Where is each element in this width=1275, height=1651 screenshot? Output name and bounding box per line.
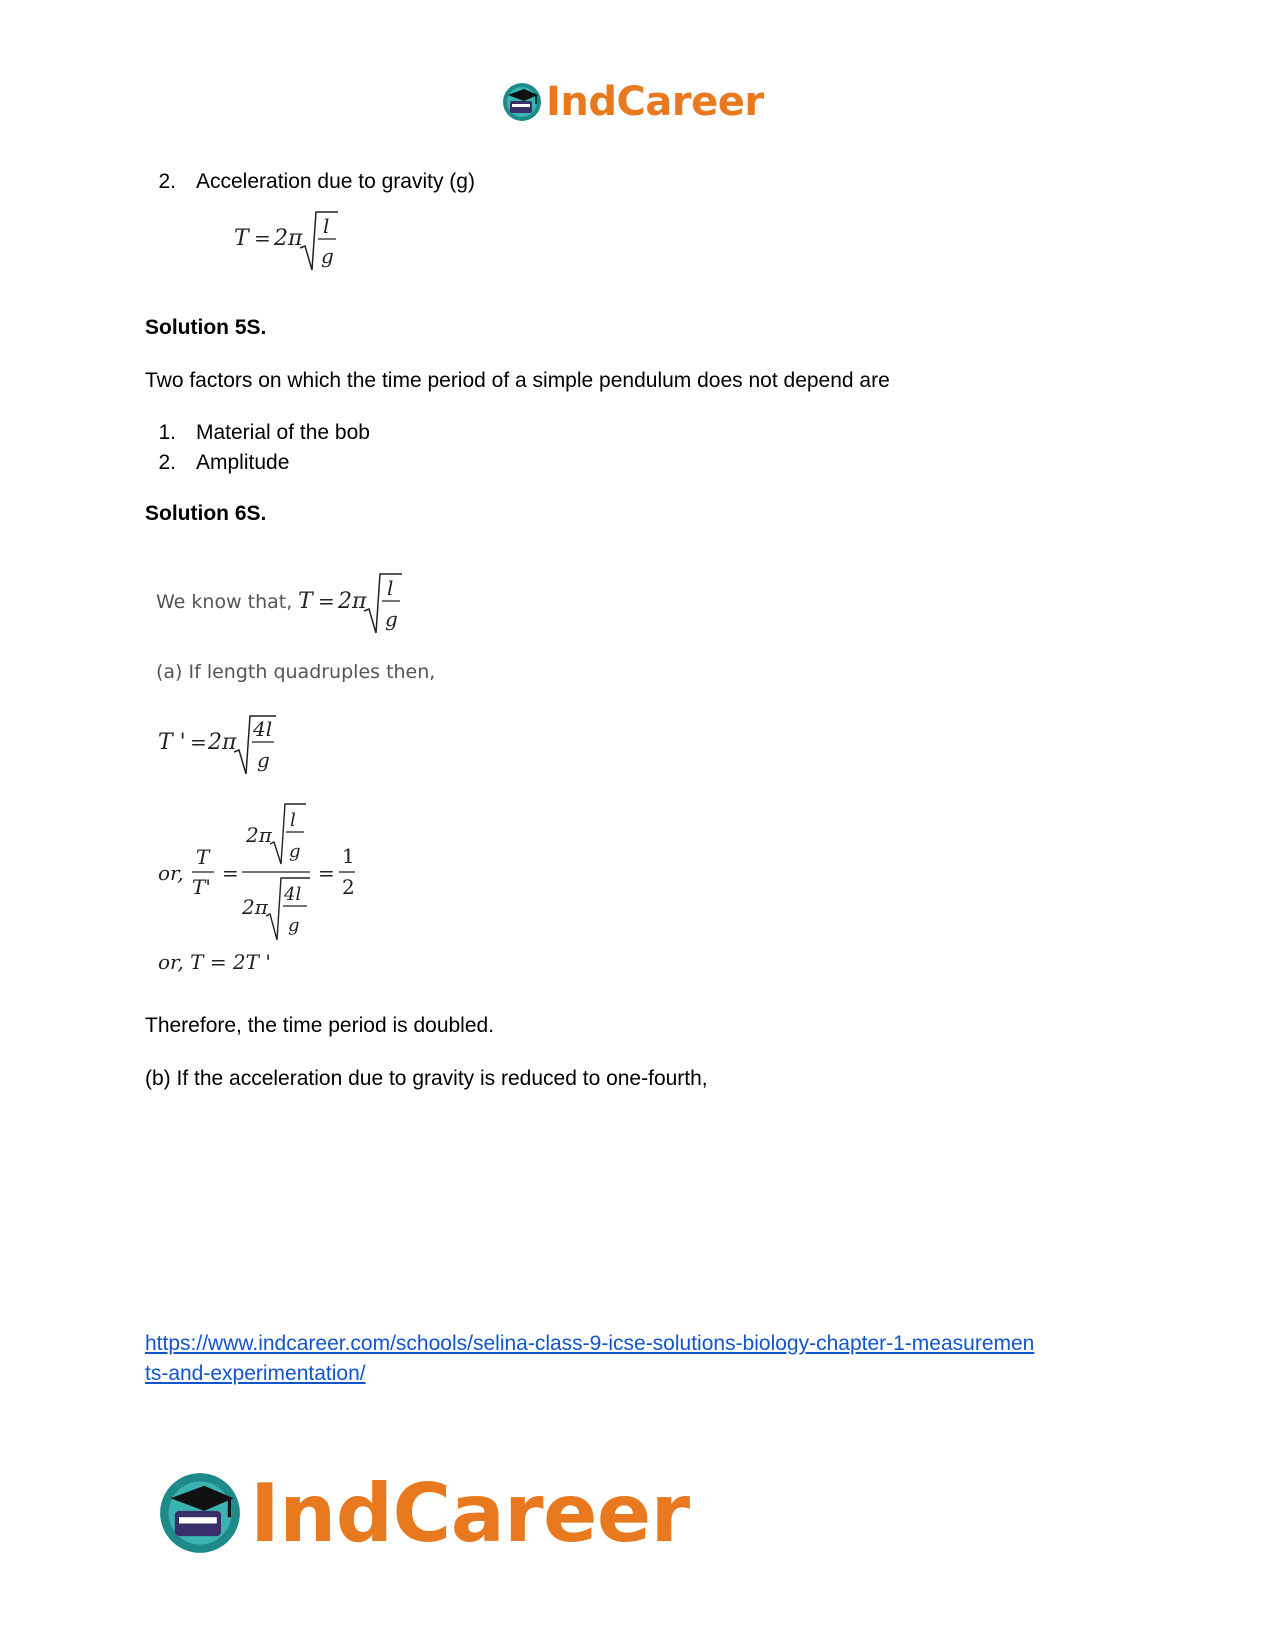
svg-text:l: l (387, 576, 394, 600)
footer-logo (158, 1463, 690, 1563)
svg-text:g: g (257, 748, 270, 772)
solution-5-heading: Solution 5S. (145, 316, 267, 339)
list-number: 2. (158, 451, 176, 474)
part-b-text: (b) If the acceleration due to gravity is reduced to one-fourth, (145, 1067, 708, 1090)
solution-5-list (158, 418, 370, 478)
svg-text:4l: 4l (284, 884, 302, 905)
svg-text:4l: 4l (253, 717, 273, 741)
formula-coef: 2π (274, 226, 303, 251)
svg-text:T': T' (192, 875, 211, 899)
graduation-cap-icon (502, 82, 542, 122)
svg-text:=: = (222, 861, 239, 885)
list-item (158, 167, 475, 197)
svg-text:l: l (290, 810, 296, 831)
svg-text:2π: 2π (338, 589, 367, 614)
we-know-text: We know that, (156, 591, 293, 613)
formula-period (226, 206, 346, 278)
svg-text:g: g (385, 607, 398, 631)
list-number: 2. (158, 170, 176, 193)
svg-text:=: = (318, 589, 335, 613)
formula-num: l (323, 214, 330, 238)
solution-6-formula-3 (156, 800, 376, 950)
conclusion-text: Therefore, the time period is doubled. (145, 1014, 495, 1037)
svg-text:2: 2 (342, 875, 355, 899)
formula-3-svg (156, 800, 376, 950)
svg-text:g: g (288, 915, 300, 936)
formula-eq: = (254, 226, 271, 250)
solution-6-formula-2 (156, 712, 296, 784)
source-link[interactable] (145, 1329, 1034, 1389)
formula-lhs: T (234, 226, 249, 251)
list-top (158, 167, 475, 197)
formula-1-svg (156, 568, 436, 640)
solution-6-formula-1 (156, 568, 436, 640)
sqrt-symbol (270, 804, 306, 864)
list-text: Material of the bob (196, 421, 370, 444)
formula-period-svg (226, 206, 346, 278)
svg-text:=: = (318, 861, 335, 885)
svg-text:2π: 2π (208, 730, 237, 755)
svg-text:2π: 2π (246, 823, 272, 847)
solution-6-heading: Solution 6S. (145, 502, 267, 525)
list-item (158, 418, 370, 448)
logo-wordmark: IndCareer (250, 1466, 690, 1560)
graduation-cap-icon (158, 1471, 242, 1555)
svg-text:1: 1 (342, 844, 355, 868)
svg-text:T ': T ' (158, 730, 186, 755)
list-number: 1. (158, 421, 176, 444)
svg-text:=: = (190, 730, 207, 754)
svg-text:or,: or, (158, 861, 184, 885)
svg-text:T: T (298, 589, 313, 614)
header-logo (502, 78, 764, 126)
solution-5-intro: Two factors on which the time period of a simple pendulum does not depend are (145, 369, 890, 392)
list-text: Amplitude (196, 451, 290, 474)
list-item (158, 448, 370, 478)
part-a-text: (a) If length quadruples then, (156, 661, 436, 683)
svg-text:T: T (196, 845, 210, 869)
svg-text:g: g (289, 841, 301, 862)
source-link-line-2[interactable]: ts-and-experimentation/ (145, 1362, 366, 1385)
source-link-line-1[interactable]: https://www.indcareer.com/schools/selina-class-9-icse-solutions-biology-chapter-1-measuremen (145, 1332, 1035, 1355)
formula-2-svg (156, 712, 296, 784)
formula-den: g (321, 244, 334, 268)
solution-6-formula-4: or, T = 2T ' (158, 950, 271, 974)
logo-wordmark: IndCareer (546, 79, 764, 125)
svg-text:2π: 2π (242, 895, 268, 919)
list-text: Acceleration due to gravity (g) (196, 170, 475, 193)
